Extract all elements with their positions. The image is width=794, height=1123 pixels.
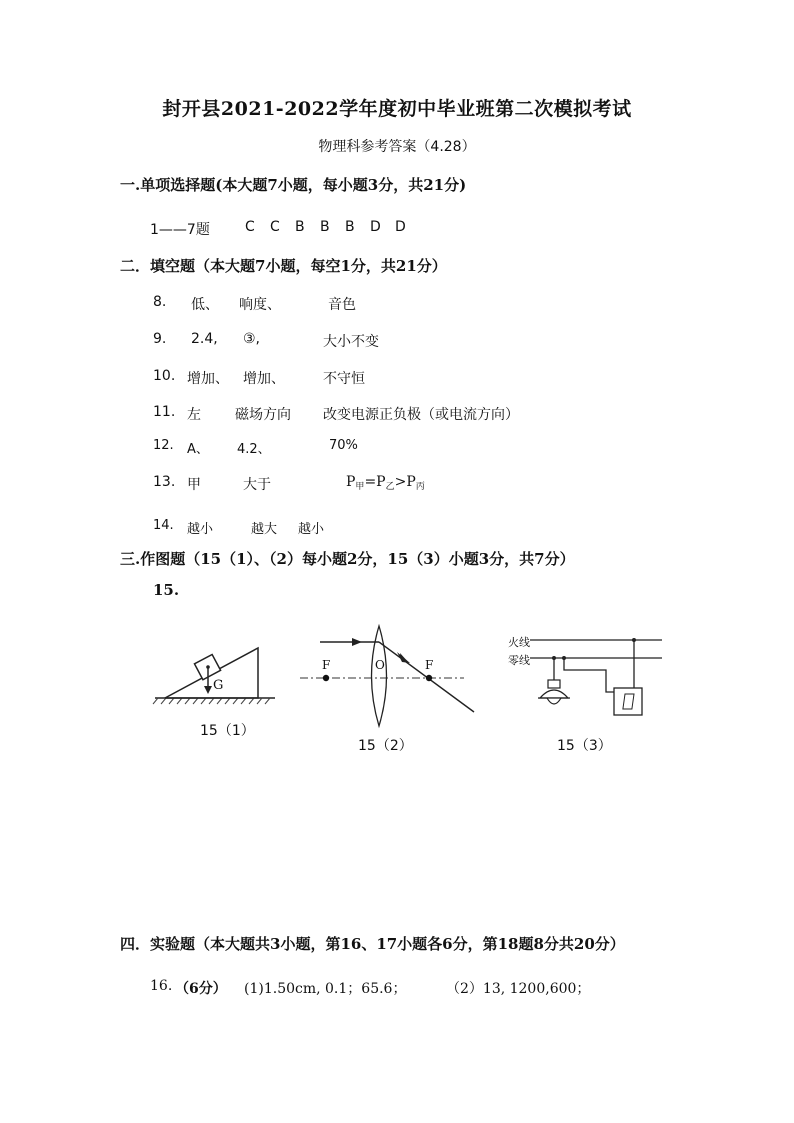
- lamp-holder: [548, 680, 560, 688]
- item-answer-b: 4.2、: [237, 442, 271, 457]
- item-number: 11.: [153, 404, 176, 420]
- item-answer-a: 左: [187, 407, 201, 423]
- item-number: 14.: [153, 518, 174, 533]
- live-wire-label: 火线: [508, 636, 530, 649]
- answer-7: D: [395, 219, 406, 235]
- focus-right: [426, 675, 432, 681]
- focus-left: [323, 675, 329, 681]
- figure-15-1-caption: 15（1）: [200, 723, 255, 739]
- item-answer-b: 磁场方向: [235, 407, 291, 423]
- item-answer-b: 响度、: [239, 297, 281, 313]
- formula-sub-1: 甲: [355, 482, 365, 492]
- item-answer-c: 大小不变: [323, 334, 379, 350]
- convex-lens: [372, 626, 387, 726]
- q16-score: （6分）: [175, 981, 227, 997]
- section-1-heading: 一.单项选择题(本大题7小题，每小题3分，共21分): [120, 176, 467, 194]
- q16-part-1: (1)1.50cm, 0.1；65.6；: [244, 981, 407, 997]
- figure-15-2-caption: 15（2）: [358, 738, 413, 754]
- formula-op-2: >P: [394, 474, 416, 490]
- item-number: 13.: [153, 474, 176, 490]
- section-3-heading: 三.作图题（15（1）、（2）每小题2分，15（3）小题3分，共7分）: [120, 550, 575, 568]
- fill-item-12: [153, 438, 653, 458]
- formula-sub-3: 丙: [415, 482, 425, 492]
- neutral-wire-label: 零线: [508, 654, 530, 667]
- question-15-number: 15.: [153, 581, 180, 599]
- section-1-answers: [150, 219, 450, 239]
- gravity-label: G: [213, 678, 224, 693]
- item-answer-b: 增加、: [243, 371, 285, 387]
- item-answer-b: 大于: [243, 477, 271, 493]
- answer-3: B: [295, 219, 305, 235]
- lamp-shade: [540, 690, 568, 698]
- formula-op-1: =P: [364, 474, 386, 490]
- item-answer-c: 音色: [328, 297, 356, 313]
- figure-lens: [298, 624, 478, 729]
- figure-circuit: [530, 630, 665, 720]
- item-answer-c: 越小: [298, 522, 325, 537]
- focus-label-left: F: [322, 658, 331, 672]
- ground-hatching: [153, 698, 270, 704]
- item-answer-c: 改变电源正负极（或电流方向）: [323, 407, 519, 423]
- page-title: 封开县2021-2022学年度初中毕业班第二次模拟考试: [162, 98, 632, 120]
- focus-label-right: F: [425, 658, 434, 672]
- fill-item-9: [153, 331, 653, 351]
- item-answer-b: ③,: [243, 331, 261, 347]
- item-answer-b: 越大: [251, 522, 278, 537]
- answer-2: C: [270, 219, 280, 235]
- q16-number: 16.: [150, 978, 173, 994]
- item-answer-a: 2.4,: [191, 331, 218, 347]
- answer-5: B: [345, 219, 355, 235]
- item-answer-a: 增加、: [187, 371, 229, 387]
- answer-range: 1——7题: [150, 222, 210, 238]
- section-2-heading: 二．填空题（本大题7小题，每空1分，共21分）: [120, 257, 447, 275]
- pressure-comparison: [346, 474, 425, 492]
- fill-item-11: [153, 404, 673, 424]
- fill-item-13: [153, 474, 653, 496]
- item-answer-a: A、: [187, 442, 209, 457]
- item-answer-a: 低、: [191, 297, 219, 313]
- answer-4: B: [320, 219, 330, 235]
- formula-p: P: [346, 474, 356, 490]
- fill-item-14: [153, 518, 653, 538]
- item-answer-c: 70%: [329, 438, 358, 453]
- question-16-answer: [150, 978, 610, 998]
- formula-sub-2: 乙: [385, 482, 395, 492]
- optical-center-label: O: [375, 658, 385, 672]
- item-answer-a: 甲: [187, 477, 201, 493]
- fill-item-10: [153, 368, 653, 388]
- lamp-bulb: [547, 698, 561, 704]
- item-number: 10.: [153, 368, 176, 384]
- item-answer-a: 越小: [187, 522, 214, 537]
- page-subtitle: 物理科参考答案（4.28）: [318, 139, 476, 155]
- item-number: 12.: [153, 438, 174, 453]
- figure-15-3-caption: 15（3）: [557, 738, 612, 754]
- item-number: 8.: [153, 294, 167, 310]
- q16-part-2: （2）13, 1200,600；: [446, 981, 591, 997]
- section-4-heading: 四．实验题（本大题共3小题，第16、17小题各6分，第18题8分共20分）: [120, 935, 625, 953]
- answer-1: C: [245, 219, 255, 235]
- answer-6: D: [370, 219, 381, 235]
- item-number: 9.: [153, 331, 167, 347]
- item-answer-c: 不守恒: [323, 371, 365, 387]
- fill-item-8: [153, 294, 653, 314]
